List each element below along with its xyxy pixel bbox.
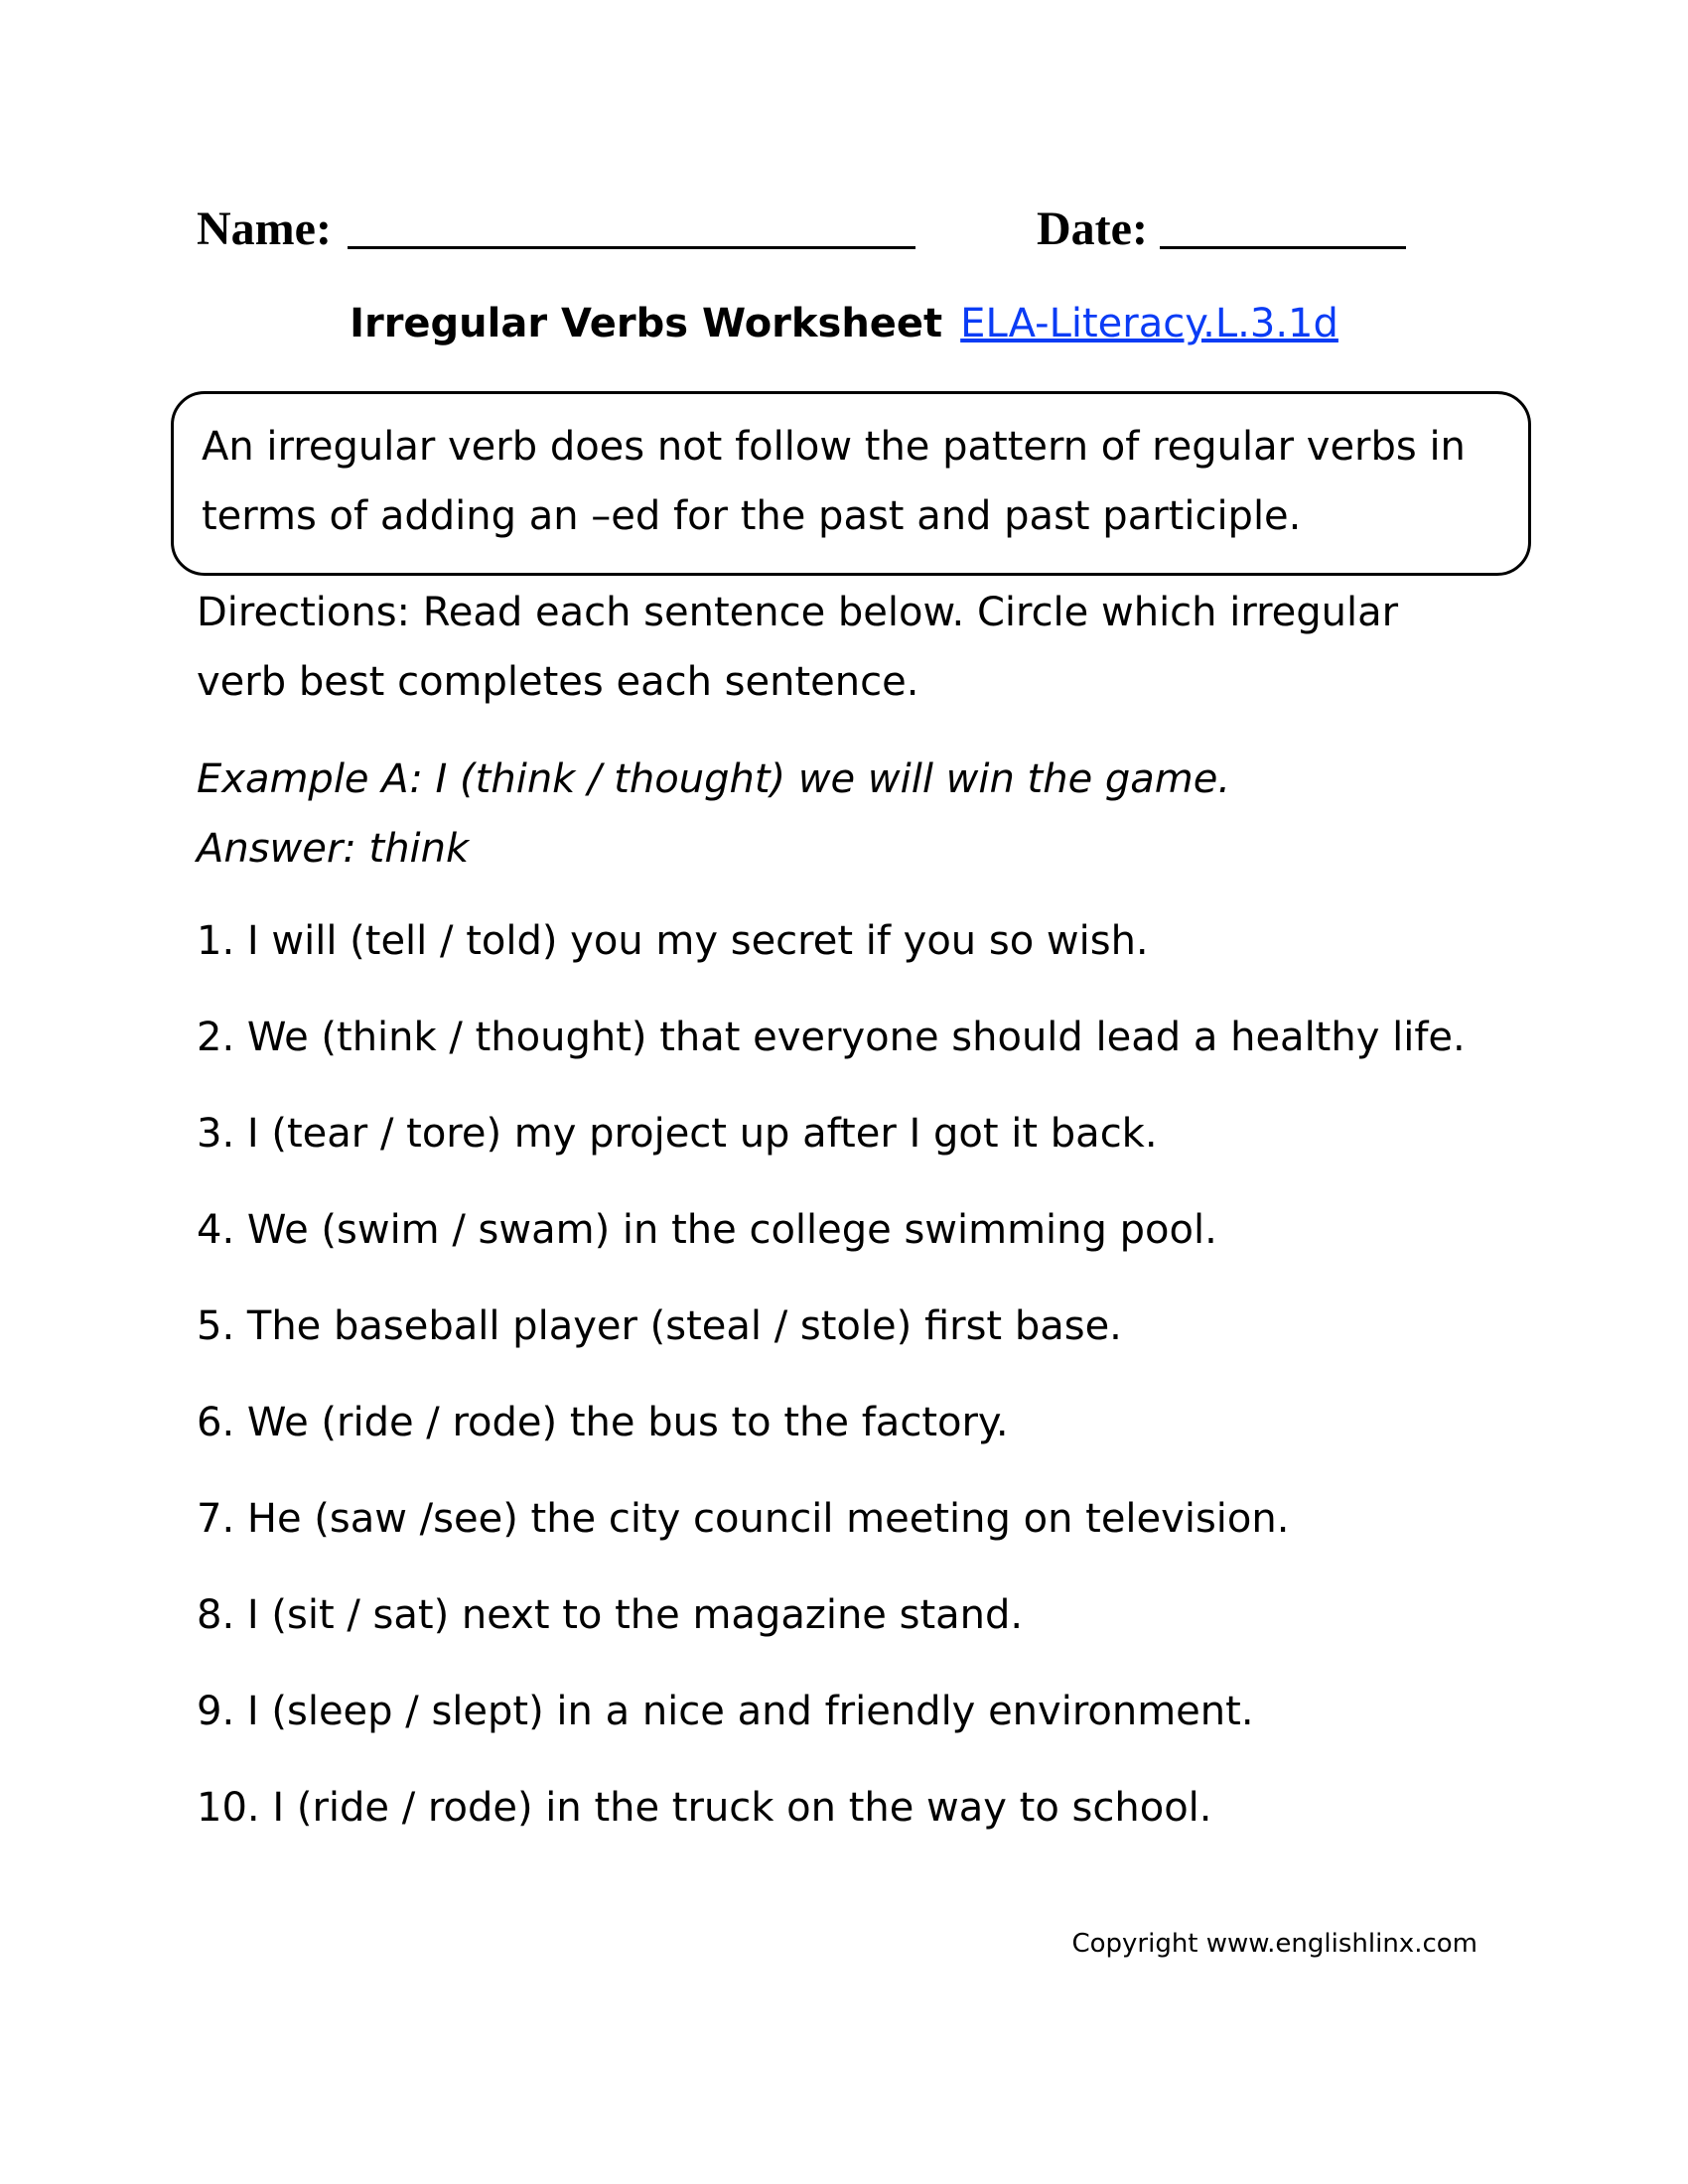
- example-block: [197, 745, 1448, 884]
- question-item-8: 8. I (sit / sat) next to the magazine stand.: [197, 1592, 1024, 1638]
- standard-link[interactable]: ELA-Literacy.L.3.1d: [960, 301, 1338, 346]
- date-blank-line: [1160, 246, 1406, 249]
- question-item-5: 5. The baseball player (steal / stole) first base.: [197, 1303, 1122, 1349]
- question-item-3: 3. I (tear / tore) my project up after I got it back.: [197, 1111, 1158, 1157]
- question-item-9: 9. I (sleep / slept) in a nice and friendly environment.: [197, 1689, 1254, 1734]
- name-label: Name:: [197, 203, 332, 255]
- example-answer: Answer: think: [197, 826, 470, 872]
- copyright-footer: Copyright www.englishlinx.com: [1071, 1929, 1477, 1959]
- question-item-6: 6. We (ride / rode) the bus to the factory.: [197, 1400, 1009, 1445]
- question-item-1: 1. I will (tell / told) you my secret if you so wish.: [197, 918, 1149, 964]
- name-blank-line: [348, 246, 915, 249]
- name-date-header: [197, 195, 1428, 264]
- question-item-10: 10. I (ride / rode) in the truck on the way to school.: [197, 1785, 1212, 1831]
- question-item-2: 2. We (think / thought) that everyone should lead a healthy life.: [197, 1015, 1466, 1060]
- date-label: Date:: [1037, 203, 1148, 255]
- example-question: Example A: I (think / thought) we will win the game.: [197, 756, 1231, 802]
- worksheet-title: [0, 294, 1688, 353]
- directions-text: Directions: Read each sentence below. Circle which irregular verb best completes each sentence.: [197, 590, 1399, 705]
- question-item-4: 4. We (swim / swam) in the college swimming pool.: [197, 1207, 1217, 1253]
- question-item-7: 7. He (saw /see) the city council meeting on television.: [197, 1496, 1290, 1542]
- page-title: Irregular Verbs Worksheet: [350, 301, 943, 346]
- definition-box: An irregular verb does not follow the pattern of regular verbs in terms of adding an –ed for the past and past participle.: [171, 391, 1531, 576]
